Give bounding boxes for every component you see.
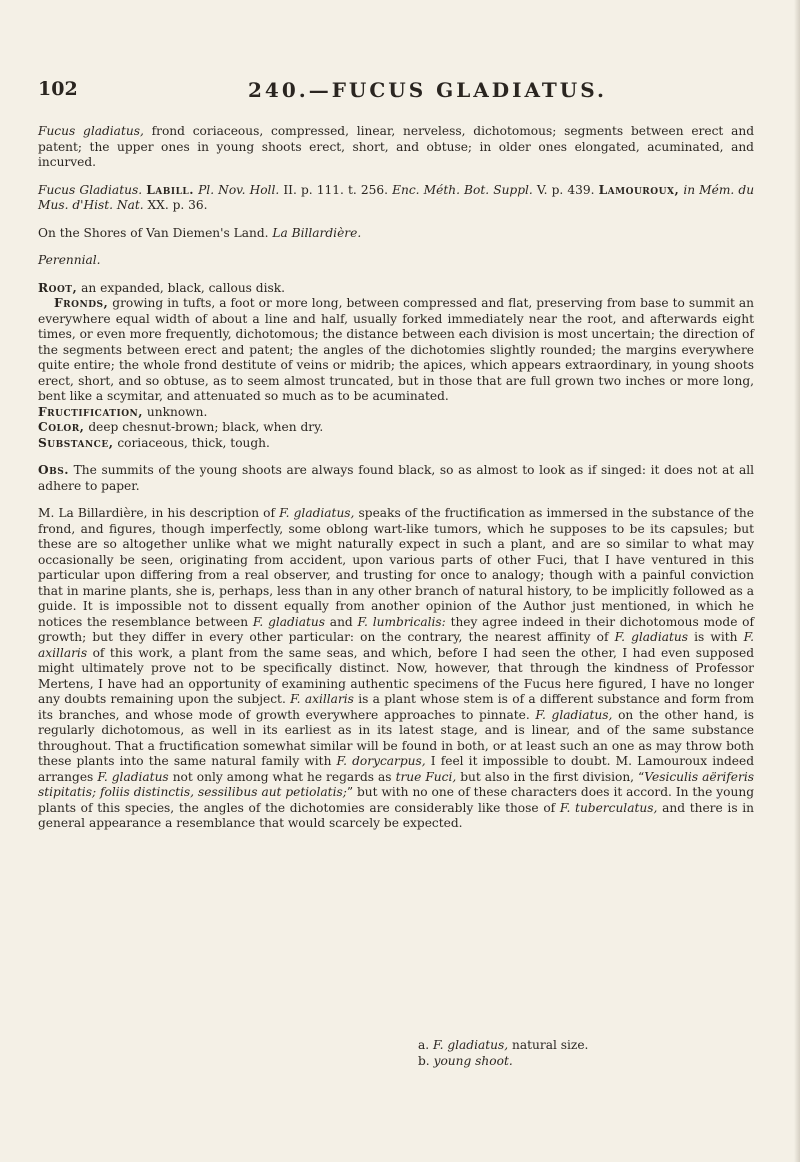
synonym-author-1: Labill. (146, 182, 194, 197)
observation (38, 463, 754, 494)
habitat-collector: La Billardière. (272, 225, 362, 240)
character-color (38, 420, 754, 436)
character-fructification (38, 405, 754, 421)
synonym-author-2: Lamouroux, (598, 182, 680, 197)
discussion-text: ” but with no one of these characters does it accord. In the young plants of this species, the angles of the dichotomies are considerably like those of (38, 785, 754, 815)
synonym-name: Fucus Gladiatus. (38, 182, 143, 197)
page-header (38, 78, 762, 108)
character-fronds (38, 296, 754, 405)
fronds-label: Fronds, (54, 296, 109, 310)
species-ref: F. lumbricalis: (357, 614, 446, 629)
fructification-text: unknown. (146, 404, 208, 419)
species-ref: F. dorycarpus, (336, 754, 426, 768)
synonym-ref-1: Pl. Nov. Holl. (198, 182, 280, 197)
latin-quote: Vesiculis aëriferis stipitatis; foliis distinctis, sessilibus aut petiolatis; (38, 769, 754, 799)
duration (38, 253, 754, 269)
root-text: an expanded, black, callous disk. (81, 280, 286, 295)
caption-b (418, 1054, 588, 1070)
synonym-ref-3: Mém. du Mus. d'Hist. Nat. (38, 182, 755, 212)
substance-text: coriaceous, thick, tough. (117, 435, 270, 450)
habitat-text: On the Shores of Van Diemen's Land. (38, 225, 269, 240)
species-ref: F. gladiatus (97, 769, 169, 784)
synonym-ref-2: Enc. Méth. Bot. Suppl. (392, 182, 533, 197)
observation-text: The summits of the young shoots are always found black, so as almost to look as if singed: it does not at all adhere to paper. (38, 463, 755, 493)
substance-label: Substance, (38, 435, 114, 450)
caption-a (418, 1038, 588, 1054)
fronds-text: growing in tufts, a foot or more long, between compressed and flat, preserving from base to summit an everywhere equal width of about a line and half, usually forked immediately near the root, and afterwards eight times, or even more frequently, dichotomous; the distance between each division is most uncertain; the direction of the segments between erect and patent; the angles of the dichotomies slightly rounded; the margins everywhere quite entire; the whole frond destitute of veins or midrib; the apices, which appears extraordinary, in young shoots erect, short, and so obtuse, as to seem almost truncated, but in those that are full grown two inches or more long, bent like a scymitar, and attenuated so much as to be acuminated. (38, 296, 755, 403)
species-ref: F. axillaris (38, 630, 754, 660)
species-ref: true Fuci, (395, 769, 457, 784)
discussion-text: speaks of the fructification as immersed in the substance of the frond, and figures, though imperfectly, some oblong wart-like tumors, which he supposes to be its capsules; but these are so altogether unlike what we might naturally expect in such a plant, and are so similar to what may occasionally be seen, originating from accident, upon various parts of other Fuci, that I have ventured in this particular upon differing from a real observer, and trusting for once to analogy; though with a painful conviction that in marine plants, she is, perhaps, less than in any other branch of natural history, to be implicitly followed as a guide. It is impossible not to dissent equally from another opinion of the Author just mentioned, in which he notices the resemblance between (38, 506, 754, 629)
species-ref: F. gladiatus, (279, 506, 355, 520)
character-substance (38, 436, 754, 452)
discussion-text: on the other hand, is regularly dichotomous, as well in its earliest as in its latest stage, and is linear, and of the same substance throughout. That a fructification somewhat similar will be found in both, or at least such an one as may throw both these plants into the same natural family with (38, 707, 754, 768)
color-label: Color, (38, 420, 85, 434)
root-label: Root, (38, 280, 78, 295)
discussion-text: of this work, a plant from the same seas, and which, before I had seen the other, I had even supposed might ultimately prove not to be specifically distinct. Now, however, that through the kindness of Professor Mertens, I have had an opportunity of examining authentic specimens of the Fucus here figured, I have no longer any doubts remaining upon the subject. (38, 645, 755, 706)
species-name: Fucus gladiatus, (38, 124, 144, 138)
synonym-ref-3-loc: XX. p. 36. (147, 198, 208, 212)
species-ref: F. gladiatus (252, 614, 326, 629)
discussion-text: but also in the first division, “ (460, 769, 645, 784)
species-ref: F. axillaris (290, 692, 354, 706)
description-text: frond coriaceous, compressed, linear, nerveless, dichotomous; segments between erect and patent; the upper ones in young shoots erect, short, and obtuse; in older ones elongated, acuminated, and incurved. (38, 124, 755, 169)
page-edge-shadow (794, 0, 800, 1162)
synonym-ref-1-loc: II. p. 111. t. 256. (283, 182, 388, 197)
species-ref: F. tuberculatus, (559, 800, 658, 815)
discussion-text: is a plant whose stem is of a different substance and form from its branches, and whose mode of growth everywhere approaches to pinnate. (38, 692, 755, 722)
discussion-text: they agree indeed in their dichotomous mode of growth; but they differ in every other particular: on the contrary, the nearest affinity of (38, 614, 755, 644)
discussion-text: M. La Billardière, in his description of (38, 506, 276, 520)
fructification-label: Fructification, (38, 404, 144, 419)
discussion-text: and (329, 614, 353, 629)
discussion-text: not only among what he regards as (172, 769, 392, 784)
caption-letter: a. (418, 1038, 430, 1052)
caption-italic: young shoot. (433, 1053, 513, 1068)
caption-letter: b. (418, 1053, 430, 1068)
figure-captions (418, 1038, 588, 1069)
duration-text: Perennial. (38, 253, 101, 267)
discussion-text: and there is in general appearance a resemblance that would scarcely be expected. (38, 800, 755, 830)
discussion-text: I feel it impossible to doubt. M. Lamouroux indeed arranges (38, 754, 755, 784)
discussion-text: is with (694, 630, 738, 644)
caption-italic: F. gladiatus, (433, 1038, 509, 1052)
species-description (38, 124, 754, 171)
habitat (38, 226, 754, 242)
species-ref: F. gladiatus, (535, 707, 613, 722)
observation-label: Obs. (38, 463, 69, 477)
caption-text: natural size. (512, 1038, 589, 1052)
article-body (38, 124, 754, 832)
running-title: 240.—FUCUS GLADIATUS. (248, 78, 607, 102)
synonym-ref-2-loc: V. p. 439. (536, 182, 595, 197)
synonymy (38, 183, 754, 214)
color-text: deep chesnut-brown; black, when dry. (88, 420, 324, 434)
synonym-ref-3-pre: in (683, 182, 696, 197)
character-root (38, 281, 754, 297)
species-ref: F. gladiatus (614, 630, 689, 644)
page-number: 102 (38, 78, 78, 100)
discussion (38, 506, 754, 832)
